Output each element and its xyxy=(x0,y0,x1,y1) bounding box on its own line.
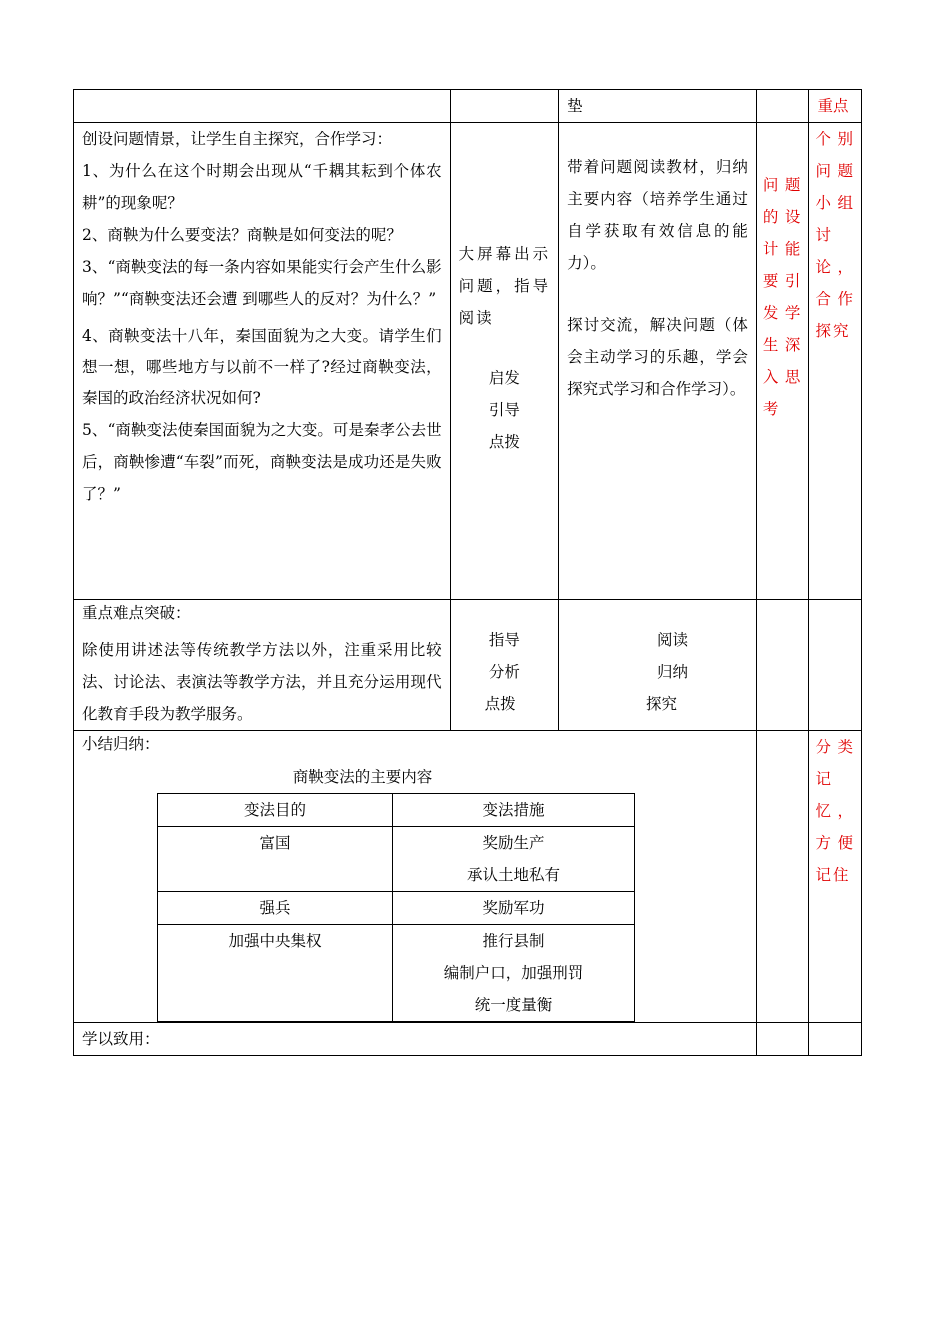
teacher-guide-1: 指导 xyxy=(488,631,520,649)
summary-row xyxy=(158,827,635,892)
goal-cell: 富国 xyxy=(158,827,393,892)
student-activity-a: 带着问题阅读教材，归纳主要内容（培养学生通过自学获取有效信息的能力）。 xyxy=(567,158,748,272)
cell-r3-summary xyxy=(74,731,757,1023)
question-5: 5、“商鞅变法使秦国面貌为之大变。可是秦孝公去世后，商鞅惨遭“车裂”而死，商鞅变法是成功还是失败了？” xyxy=(82,421,442,503)
lesson-plan-table xyxy=(73,89,862,1056)
memory-tip: 分类记忆，方便记住 xyxy=(815,738,855,884)
measure-item: 编制户口，加强刑罚 xyxy=(443,964,584,982)
top-text: 垫 xyxy=(567,97,583,115)
cell-r1-c4 xyxy=(756,123,809,600)
cell-r4-c5 xyxy=(809,1023,862,1056)
cell-r2-c1 xyxy=(74,600,451,731)
goal-cell: 加强中央集权 xyxy=(158,925,393,1022)
group-discussion-note: 个别问题小组讨论，合作探究 xyxy=(815,130,855,340)
cell-r3-c4 xyxy=(756,731,809,1023)
student-step-3: 探究 xyxy=(645,695,677,713)
student-step-1: 阅读 xyxy=(656,631,688,649)
measures-cell xyxy=(393,827,635,892)
teacher-activity-a: 大屏幕出示问题，指导阅读 xyxy=(458,245,551,327)
teacher-guide-3: 点拨 xyxy=(484,695,516,713)
cell-r2-c4 xyxy=(756,600,809,731)
cell-r1-c3 xyxy=(559,123,757,600)
teacher-guide-2: 分析 xyxy=(488,663,520,681)
question-2: 2、商鞅为什么要变法？商鞅是如何变法的呢？ xyxy=(82,226,402,244)
cell-r0-c2 xyxy=(450,90,558,123)
measure-item: 奖励生产 xyxy=(482,834,545,852)
summary-title-label: 小结归纳： xyxy=(82,735,160,753)
table-row-top xyxy=(74,90,862,123)
measures-cell xyxy=(393,925,635,1022)
student-activity-b: 探讨交流，解决问题（体会主动学习的乐趣，学会探究式学习和合作学习）。 xyxy=(567,316,748,398)
cell-r1-c1 xyxy=(74,123,451,600)
cell-r2-c2 xyxy=(450,600,558,731)
summary-table-title: 商鞅变法的主要内容 xyxy=(292,768,433,786)
teacher-step-1: 启发 xyxy=(488,369,520,387)
summary-header-row xyxy=(158,794,635,827)
cell-r1-c2 xyxy=(450,123,558,600)
measure-item: 推行县制 xyxy=(482,932,545,950)
header-measures: 变法措施 xyxy=(393,794,635,827)
question-3: 3、“商鞅变法的每一条内容如果能实行会产生什么影响？”“商鞅变法还会遭 到哪些人的反对？为什么？” xyxy=(82,258,442,308)
table-row-summary xyxy=(74,731,862,1023)
measures-cell xyxy=(393,892,635,925)
cell-r0-c4 xyxy=(756,90,809,123)
measure-item: 承认土地私有 xyxy=(466,866,560,884)
cell-r0-c1 xyxy=(74,90,451,123)
question-4: 4、商鞅变法十八年，秦国面貌为之大变。请学生们想一想，哪些地方与以前不一样了?经过商鞅变法，秦国的政治经济状况如何? xyxy=(82,327,442,407)
goal-cell: 强兵 xyxy=(158,892,393,925)
design-intent: 问题的设计能要引发学生深入思考 xyxy=(762,176,803,418)
key-point-label: 重点 xyxy=(817,97,849,115)
cell-r1-c5 xyxy=(809,123,862,600)
measure-item: 统一度量衡 xyxy=(474,996,553,1014)
summary-row xyxy=(158,925,635,1022)
keypoints-title: 重点难点突破： xyxy=(82,604,191,622)
cell-r2-c5 xyxy=(809,600,862,731)
header-goal: 变法目的 xyxy=(158,794,393,827)
table-row-keypoints xyxy=(74,600,862,731)
cell-r4-apply xyxy=(74,1023,757,1056)
inquiry-intro: 创设问题情景，让学生自主探究，合作学习： xyxy=(82,130,393,148)
apply-label: 学以致用： xyxy=(82,1030,160,1048)
teacher-step-2: 引导 xyxy=(488,401,520,419)
measure-item: 奖励军功 xyxy=(482,899,545,917)
teacher-step-3: 点拨 xyxy=(488,433,520,451)
summary-row xyxy=(158,892,635,925)
student-step-2: 归纳 xyxy=(656,663,688,681)
keypoints-body: 除使用讲述法等传统教学方法以外，注重采用比较法、讨论法、表演法等教学方法，并且充分运用现代化教育手段为教学服务。 xyxy=(82,641,442,723)
cell-r0-c5 xyxy=(809,90,862,123)
cell-r2-c3 xyxy=(559,600,757,731)
reform-content-table xyxy=(157,793,635,1022)
table-row-inquiry xyxy=(74,123,862,600)
question-1: 1、为什么在这个时期会出现从“千耦其耘到个体农耕”的现象呢？ xyxy=(82,162,442,212)
table-row-apply xyxy=(74,1023,862,1056)
cell-r4-c4 xyxy=(756,1023,809,1056)
cell-r3-c5 xyxy=(809,731,862,1023)
cell-r0-c3 xyxy=(559,90,757,123)
